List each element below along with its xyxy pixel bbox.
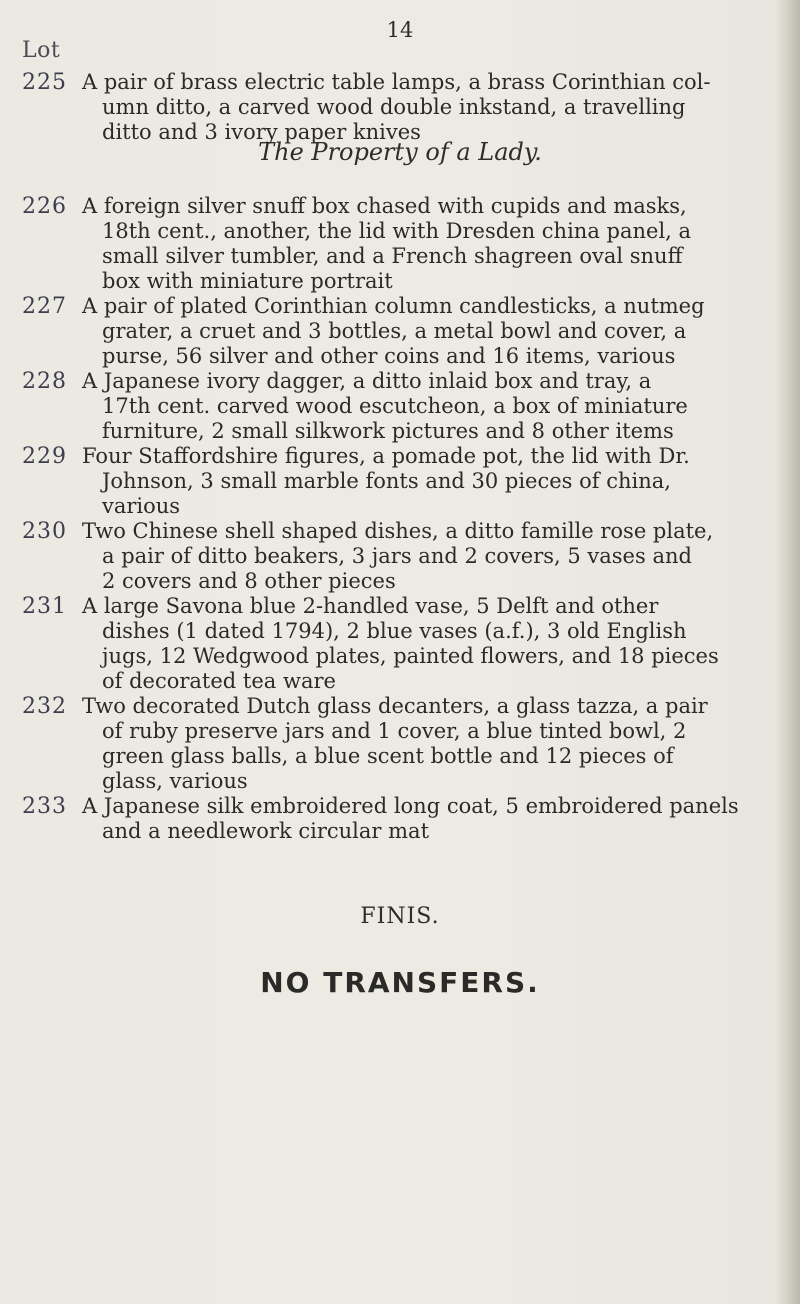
lot-line: small silver tumbler, and a French shagreen oval snuff [102, 244, 683, 268]
lot-line: green glass balls, a blue scent bottle and 12 pieces of [102, 744, 674, 768]
lot-line: A pair of plated Corinthian column candlesticks, a nutmeg [82, 294, 705, 318]
lot-number: 229 [22, 444, 67, 469]
no-transfers-notice: NO TRANSFERS. [260, 966, 540, 999]
lot-line: Four Staffordshire figures, a pomade pot, the lid with Dr. [82, 444, 690, 468]
lot-description [82, 594, 762, 694]
finis-text: FINIS. [360, 904, 440, 929]
lot-line: A Japanese ivory dagger, a ditto inlaid box and tray, a [82, 369, 652, 393]
lot-line: purse, 56 silver and other coins and 16 items, various [102, 344, 676, 368]
lot-line: of ruby preserve jars and 1 cover, a blue tinted bowl, 2 [102, 719, 687, 743]
lot-description [82, 694, 762, 794]
lot-line: A large Savona blue 2-handled vase, 5 Delft and other [82, 594, 659, 618]
lot-line: and a needlework circular mat [102, 819, 430, 843]
lot-number: 230 [22, 519, 67, 544]
lot-line: 17th cent. carved wood escutcheon, a box of miniature [102, 394, 688, 418]
lot-line: Johnson, 3 small marble fonts and 30 pieces of china, [102, 469, 671, 493]
lot-number: 225 [22, 70, 67, 95]
lot-description [82, 794, 762, 844]
lot-description [82, 369, 762, 444]
lot-line: Two decorated Dutch glass decanters, a glass tazza, a pair [82, 694, 708, 718]
lot-number: 227 [22, 294, 67, 319]
lot-description [82, 194, 762, 294]
lot-column-heading: Lot [22, 38, 61, 63]
lot-line: glass, various [102, 769, 248, 793]
lot-line: furniture, 2 small silkwork pictures and 8 other items [102, 419, 674, 443]
lot-number: 226 [22, 194, 67, 219]
page-number: 14 [386, 18, 414, 42]
lot-line: box with miniature portrait [102, 269, 393, 293]
lot-description [82, 519, 762, 594]
lot-line: 18th cent., another, the lid with Dresden china panel, a [102, 219, 692, 243]
lot-line: various [102, 494, 181, 518]
lot-line: of decorated tea ware [102, 669, 336, 693]
section-heading: The Property of a Lady. [258, 138, 542, 166]
page-edge-shadow [776, 0, 800, 1304]
lot-number: 233 [22, 794, 67, 819]
lot-number: 232 [22, 694, 67, 719]
lot-description [82, 294, 762, 369]
lot-line: A Japanese silk embroidered long coat, 5 embroidered panels [82, 794, 739, 818]
lot-number: 231 [22, 594, 67, 619]
lot-line: dishes (1 dated 1794), 2 blue vases (a.f.), 3 old English [102, 619, 687, 643]
lot-line: A pair of brass electric table lamps, a brass Corinthian col- [82, 70, 711, 94]
lot-line: umn ditto, a carved wood double inkstand, a travelling [102, 95, 686, 119]
lot-line: a pair of ditto beakers, 3 jars and 2 covers, 5 vases and [102, 544, 692, 568]
lot-description [82, 444, 762, 519]
lot-line: Two Chinese shell shaped dishes, a ditto famille rose plate, [82, 519, 714, 543]
lot-line: jugs, 12 Wedgwood plates, painted flowers, and 18 pieces [102, 644, 719, 668]
lot-line: grater, a cruet and 3 bottles, a metal bowl and cover, a [102, 319, 687, 343]
lot-line: ditto and 3 ivory paper knives [102, 120, 421, 144]
lot-number: 228 [22, 369, 67, 394]
lot-description [82, 70, 762, 145]
lot-line: A foreign silver snuff box chased with cupids and masks, [82, 194, 687, 218]
lot-line: 2 covers and 8 other pieces [102, 569, 396, 593]
